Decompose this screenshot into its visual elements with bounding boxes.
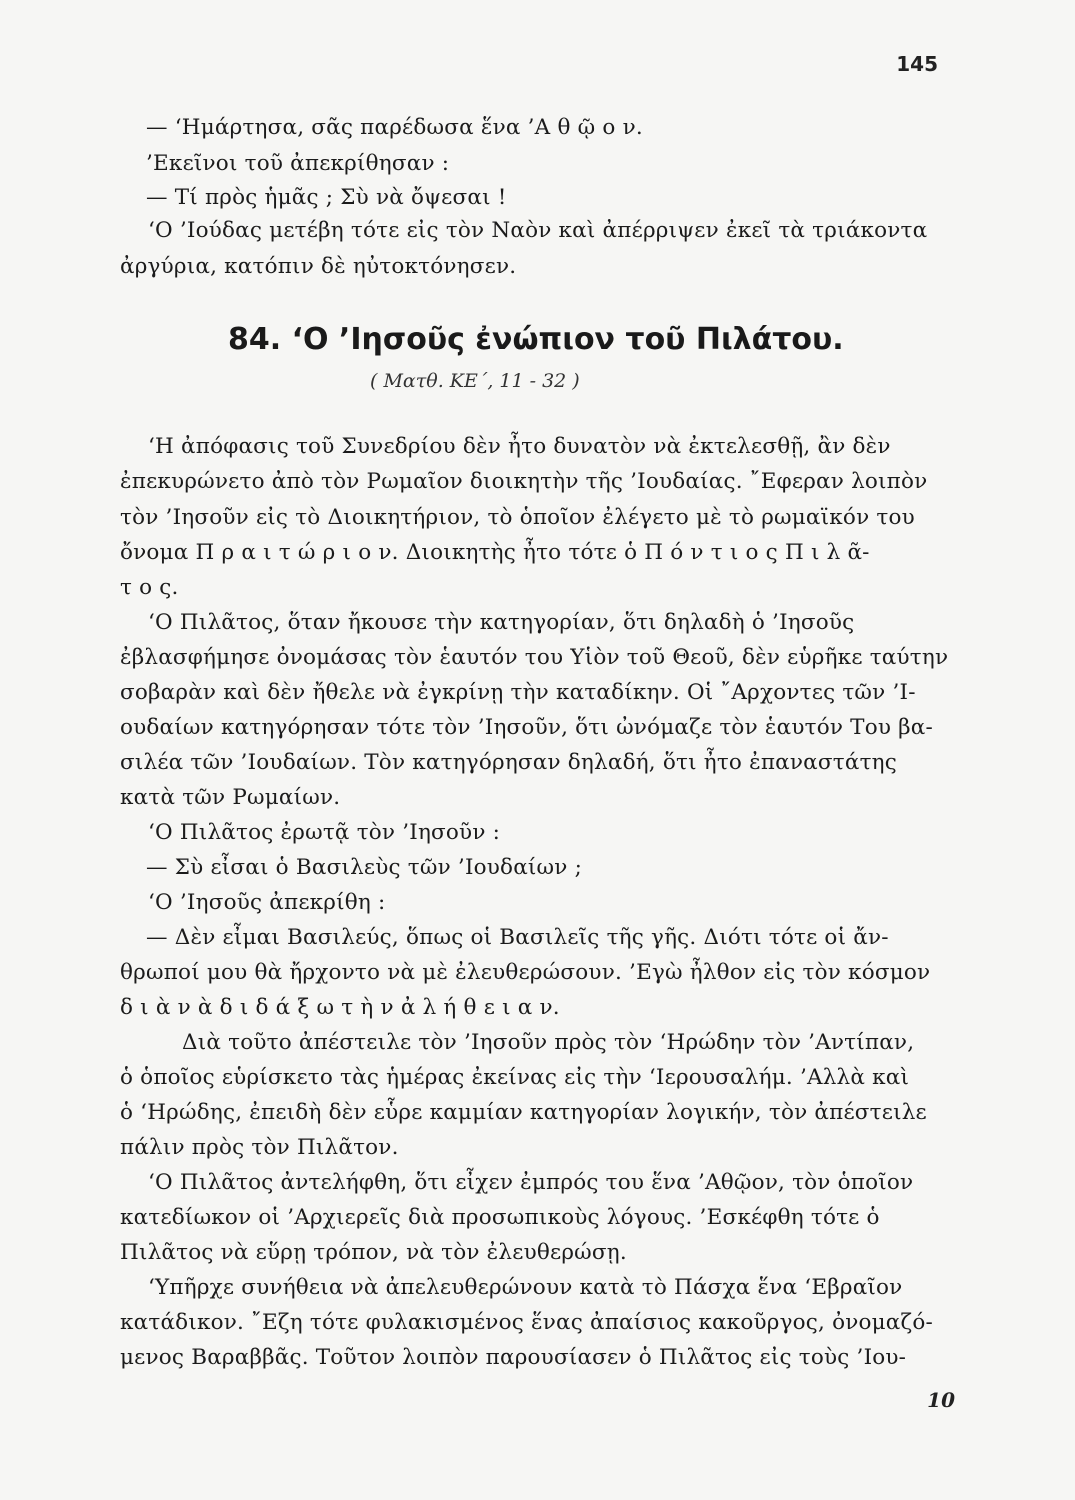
text-line: ἐβλασφήμησε ὀνομάσας τὸν ἑαυτόν του Υἱὸν τοῦ Θεοῦ, δὲν εὑρῆκε ταύτην xyxy=(120,645,949,670)
text-line: ’Εκεῖνοι τοῦ ἀπεκρίθησαν : xyxy=(146,151,450,176)
text-line: Πιλᾶτος νὰ εὕρῃ τρόπον, νὰ τὸν ἐλευθερώσῃ. xyxy=(120,1240,627,1265)
text-line: — Σὺ εἶσαι ὁ Βασιλεὺς τῶν ’Ιουδαίων ; xyxy=(146,855,583,880)
text-line: κατάδικον. ῎Εζη τότε φυλακισμένος ἕνας ἀπαίσιος κακοῦργος, ὀνομαζό- xyxy=(120,1310,933,1335)
text-line: ὁ ὁποῖος εὑρίσκετο τὰς ἡμέρας ἐκείνας εἰς τὴν ‘Ιερουσαλήμ. ’Αλλὰ καὶ xyxy=(120,1065,910,1090)
text-line: — Τί πρὸς ἡμᾶς ; Σὺ νὰ ὄψεσαι ! xyxy=(146,185,507,210)
text-line: δ ι ὰ ν ὰ δ ι δ ά ξ ω τ ὴ ν ἀ λ ή θ ε ι α ν. xyxy=(120,995,560,1020)
text-line: ὄνομα Π ρ α ι τ ώ ρ ι ο ν. Διοικητὴς ἦτο τότε ὁ Π ό ν τ ι ο ς Π ι λ ᾶ- xyxy=(120,540,870,565)
text-line: — Δὲν εἶμαι Βασιλεύς, ὅπως οἱ Βασιλεῖς τῆς γῆς. Διότι τότε οἱ ἄν- xyxy=(146,925,889,950)
text-line: ‘Ο ’Ιούδας μετέβη τότε εἰς τὸν Ναὸν καὶ ἀπέρριψεν ἐκεῖ τὰ τριάκοντα xyxy=(148,218,928,243)
signature-mark: 10 xyxy=(927,1388,955,1412)
text-line: ‘Ο Πιλᾶτος ἀντελήφθη, ὅτι εἶχεν ἐμπρός του ἕνα ’Αθῷον, τὸν ὁποῖον xyxy=(148,1170,914,1195)
text-line: ἐπεκυρώνετο ἀπὸ τὸν Ρωμαῖον διοικητὴν τῆς ’Ιουδαίας. ῎Εφεραν λοιπὸν xyxy=(120,469,928,494)
text-line: κατὰ τῶν Ρωμαίων. xyxy=(120,785,341,810)
text-line: μενος Βαραββᾶς. Τοῦτον λοιπὸν παρουσίασεν ὁ Πιλᾶτος εἰς τοὺς ’Ιου- xyxy=(120,1345,907,1370)
text-line: ἀργύρια, κατόπιν δὲ ηὐτοκτόνησεν. xyxy=(120,254,517,279)
text-line: κατεδίωκον οἱ ’Αρχιερεῖς διὰ προσωπικοὺς λόγους. ’Εσκέφθη τότε ὁ xyxy=(120,1205,880,1230)
text-line: σοβαρὰν καὶ δὲν ἤθελε νὰ ἐγκρίνῃ τὴν καταδίκην. Οἱ ῎Αρχοντες τῶν ’Ι- xyxy=(120,680,916,705)
text-line: ‘Ο ’Ιησοῦς ἀπεκρίθη : xyxy=(148,890,386,915)
text-line: ὁ ‘Ηρώδης, ἐπειδὴ δὲν εὗρε καμμίαν κατηγορίαν λογικήν, τὸν ἀπέστειλε xyxy=(120,1100,927,1125)
text-line: ‘Ο Πιλᾶτος, ὅταν ἤκουσε τὴν κατηγορίαν, ὅτι δηλαδὴ ὁ ’Ιησοῦς xyxy=(148,610,855,635)
text-line: — ‘Ημάρτησα, σᾶς παρέδωσα ἕνα ’Α θ ῷ ο ν. xyxy=(146,115,643,140)
text-line: Διὰ τοῦτο ἀπέστειλε τὸν ’Ιησοῦν πρὸς τὸν ‘Ηρώδην τὸν ’Αντίπαν, xyxy=(182,1030,915,1055)
text-line: ουδαίων κατηγόρησαν τότε τὸν ’Ιησοῦν, ὅτι ὠνόμαζε τὸν ἑαυτόν Του βα- xyxy=(120,715,933,740)
text-line: ‘Η ἀπόφασις τοῦ Συνεδρίου δὲν ἦτο δυνατὸν νὰ ἐκτελεσθῇ, ἂν δὲν xyxy=(148,434,891,459)
text-line: τ ο ς. xyxy=(120,575,179,600)
section-reference: ( Ματθ. ΚΕ΄, 11 - 32 ) xyxy=(370,370,580,392)
page-number: 145 xyxy=(896,52,938,76)
text-line: σιλέα τῶν ’Ιουδαίων. Τὸν κατηγόρησαν δηλαδή, ὅτι ἦτο ἐπαναστάτης xyxy=(120,750,897,775)
text-line: τὸν ’Ιησοῦν εἰς τὸ Διοικητήριον, τὸ ὁποῖον ἐλέγετο μὲ τὸ ρωμαϊκόν του xyxy=(120,505,915,530)
text-line: ‘Ο Πιλᾶτος ἐρωτᾷ τὸν ’Ιησοῦν : xyxy=(148,820,501,845)
text-line: πάλιν πρὸς τὸν Πιλᾶτον. xyxy=(120,1135,399,1160)
text-line: θρωποί μου θὰ ἤρχοντο νὰ μὲ ἐλευθερώσουν. ’Εγὼ ἦλθον εἰς τὸν κόσμον xyxy=(120,960,931,985)
text-line: ‘Υπῆρχε συνήθεια νὰ ἀπελευθερώνουν κατὰ τὸ Πάσχα ἕνα ‘Εβραῖον xyxy=(148,1275,903,1300)
section-title: 84. ‘Ο ’Ιησοῦς ἐνώπιον τοῦ Πιλάτου. xyxy=(228,322,844,357)
